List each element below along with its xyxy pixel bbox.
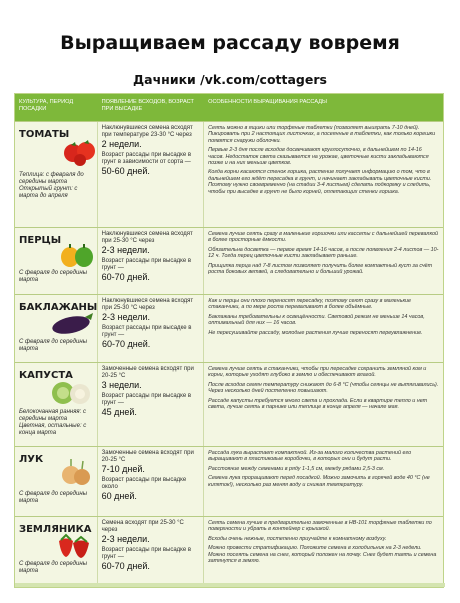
age-value: 45 дней. (101, 407, 137, 417)
emergence-info: Наклюнувшиеся семена всходят при 25-30 °С через 2-3 недели. (102, 298, 199, 322)
strawberry-icon (55, 531, 93, 559)
crop-name: КАПУСТА (19, 370, 73, 381)
emergence-value: 2-3 недели. (101, 534, 150, 544)
onion-icon (59, 457, 93, 487)
table-header (15, 94, 443, 121)
emergence-cell (98, 363, 205, 446)
emergence-info: Семена всходят при 25-30 °С через 2-3 недели. (102, 520, 200, 544)
crop-cell (15, 447, 98, 516)
transplant-age: Возраст рассады при высадке в грунт — 60-70 дней. (102, 547, 200, 571)
planting-period: С февраля до середины марта (19, 491, 88, 504)
emergence-value: 2 недели. (101, 139, 142, 149)
page-subtitle: Дачники /vk.com/cottagers (133, 72, 327, 87)
emergence-cell (98, 517, 205, 586)
crop-name: ЗЕМЛЯНИКА (19, 524, 92, 535)
features-cell: Сеять семена лучше в предварительно замоченные в НВ-101 торфяные таблетки по поверхности и убрать в контейнер с крышкой. Всходы очень нежные, постепенно приучайте к комнатному воздуху. Можно провести стратификацию. Положите семена в холодильник на 2-3 недели. Можно посеять семена на снег, который положен на почву. Снег будет таять и семена затянутся в землю. (208, 520, 437, 565)
transplant-age: Возраст рассады при высадке около 60 дней. (102, 477, 200, 501)
table-row-cabbage (15, 362, 443, 446)
crop-name: БАКЛАЖАНЫ (19, 302, 98, 313)
crop-name: ТОМАТЫ (19, 129, 70, 140)
emergence-info: Замоченные семена всходят при 20-25 °С 7-10 дней. (102, 450, 200, 474)
transplant-age: Возраст рассады при высадке в грунт — 60-70 дней. (102, 258, 200, 282)
header-features: ОСОБЕННОСТИ ВЫРАЩИВАНИЯ РАССАДЫ (208, 99, 327, 105)
table-row-eggplants (15, 294, 443, 362)
age-value: 60 дней. (101, 491, 137, 501)
transplant-age: Возраст рассады при высадке в грунт в зависимости от сорта — 50-60 дней. (102, 152, 200, 176)
planting-period: С февраля до середины марта (19, 270, 88, 283)
emergence-info: Наклюнувшиеся семена всходят при температуре 23-30 °С через 2 недели. (102, 125, 200, 149)
header-emergence: ПОЯВЛЕНИЕ ВСХОДОВ, ВОЗРАСТ ПРИ ВЫСАДКЕ (101, 99, 194, 112)
planting-period: С февраля до середины марта (19, 561, 88, 574)
age-value: 60-70 дней. (102, 339, 151, 349)
features-cell: Семена лучше сеять в стаканчики, чтобы при пересадке сохранить земляной ком и корни, которые уходят глубоко в землю и обеспечивают влагой. После всходов семян температуру снижают до 6-8 °С (чтобы сеянцы не вытягивались). Через несколько дней постепенно повышают. Рассаде капусты требуется много света и прохлада. Если в квартире тепло и нет света, лучше сеять в парнике или теплице в конце апреля — начале мая. (208, 366, 439, 411)
table-footer-bar (15, 583, 445, 587)
features-cell: Семена лучше сеять сразу в маленькие горшочки или кассеты с дальнейшей перевалкой в более просторные ёмкости. Обязательна досветка — первое время 14-16 часов, а после появления 2-4 листов — 10-12 ч. Тогда перец цветочные кисти закладывает раньше. Прищипка перца над 7-8 листом позволяет получить более компактный куст за счёт роста боковых ветвей, а следовательно и больший урожай. (208, 231, 439, 276)
emergence-cell (98, 228, 205, 294)
crop-cell (15, 517, 98, 586)
emergence-value: 3 недели. (101, 380, 142, 390)
features-cell: Рассада лука вырастает компактной. Из-за малого количества растений его выращивают в пластиковые коробочки, в которых они и будут расти. Расстояние между семенами в ряду 1-1,5 см, между рядами 2,5-3 см. Семена лука проращивают перед посадкой. Можно замочить в горячей воде 40 °С (не кипяток!), несколько раз меняя воду и снижая температуру. (208, 450, 430, 488)
table-row-tomatoes (15, 121, 443, 227)
features-cell: Как и перцы они плохо переносят пересадку, поэтому сеют сразу в маленькие стаканчики, а по мере роста переваливают в более объёмные. Баклажаны требовательны к освещённости. Световой режим не меньше 14 часов, оптимальный для них — 16 часов. Не пересушивайте рассаду, молодые растения лучше переносят переувлажнение. (208, 298, 425, 336)
tomato-icon (61, 136, 97, 166)
emergence-value: 2-3 недели. (101, 245, 150, 255)
emergence-value: 2-3 недели. (102, 312, 151, 322)
planting-period: С февраля до середины марта (19, 339, 88, 352)
emergence-cell (98, 447, 205, 516)
age-value: 60-70 дней. (101, 272, 150, 282)
crop-name: ПЕРЦЫ (19, 235, 62, 246)
cabbage-icon (49, 377, 91, 405)
emergence-value: 7-10 дней. (101, 464, 145, 474)
planting-period: Белокочанная ранняя: с середины марта Цветная, остальные: с конца марта (19, 409, 87, 436)
eggplant-icon (51, 311, 95, 335)
crop-cell (15, 122, 98, 227)
emergence-info: Замоченные семена всходят при 20-25 °С 3 недели. (102, 366, 200, 390)
page-title: Выращиваем рассаду вовремя (60, 32, 400, 54)
transplant-age: Возраст рассады при высадке в грунт — 45 дней. (102, 393, 200, 417)
header-crop: КУЛЬТУРА, ПЕРИОД ПОСАДКИ (19, 99, 74, 112)
pepper-icon (59, 242, 95, 268)
emergence-cell (98, 295, 204, 362)
table-row-strawberry (15, 516, 443, 586)
planting-period: Теплица: с февраля до середины марта Открытый грунт: с марта до апреля (19, 172, 84, 199)
table-row-peppers (15, 227, 443, 294)
age-value: 60-70 дней. (101, 561, 150, 571)
crop-cell (15, 295, 98, 362)
emergence-cell (98, 122, 205, 227)
transplant-age: Возраст рассады при высадке в грунт — 60-70 дней. (102, 325, 199, 349)
crop-cell (15, 228, 98, 294)
emergence-info: Наклюнувшиеся семена всходят при 25-30 °С через 2-3 недели. (102, 231, 200, 255)
table-row-onion (15, 446, 443, 516)
crop-cell (15, 363, 98, 446)
seedling-table (14, 93, 444, 588)
crop-name: ЛУК (19, 454, 44, 465)
features-cell: Сеять можно в ящики или торфяные таблетки (позволяет выиграть 7-10 дней). Пикировать при 2 настоящих листочках, а посеянные в таблетки, как только корешки появятся снаружи оболочки. Первые 2-3 дня после всходов досвечивают круглосуточно, в дальнейшем по 14-16 часов. Недостаток света сказывается на урожае, цветочные кисти закладываются позже и на них меньше цветков. Когда корни касаются стенок горшка, растение получает информацию о том, что в дальнейшем его ждёт пересадка в грунт, и начинает закладывать цветочные кисти. Поэтому нужно своевременно (на стадии 3-4 листьев) сделать подкормку и следить, чтобы при высадке в грунт не было корней, оплетающих стенки горшка. (208, 125, 436, 195)
age-value: 50-60 дней. (101, 166, 150, 176)
